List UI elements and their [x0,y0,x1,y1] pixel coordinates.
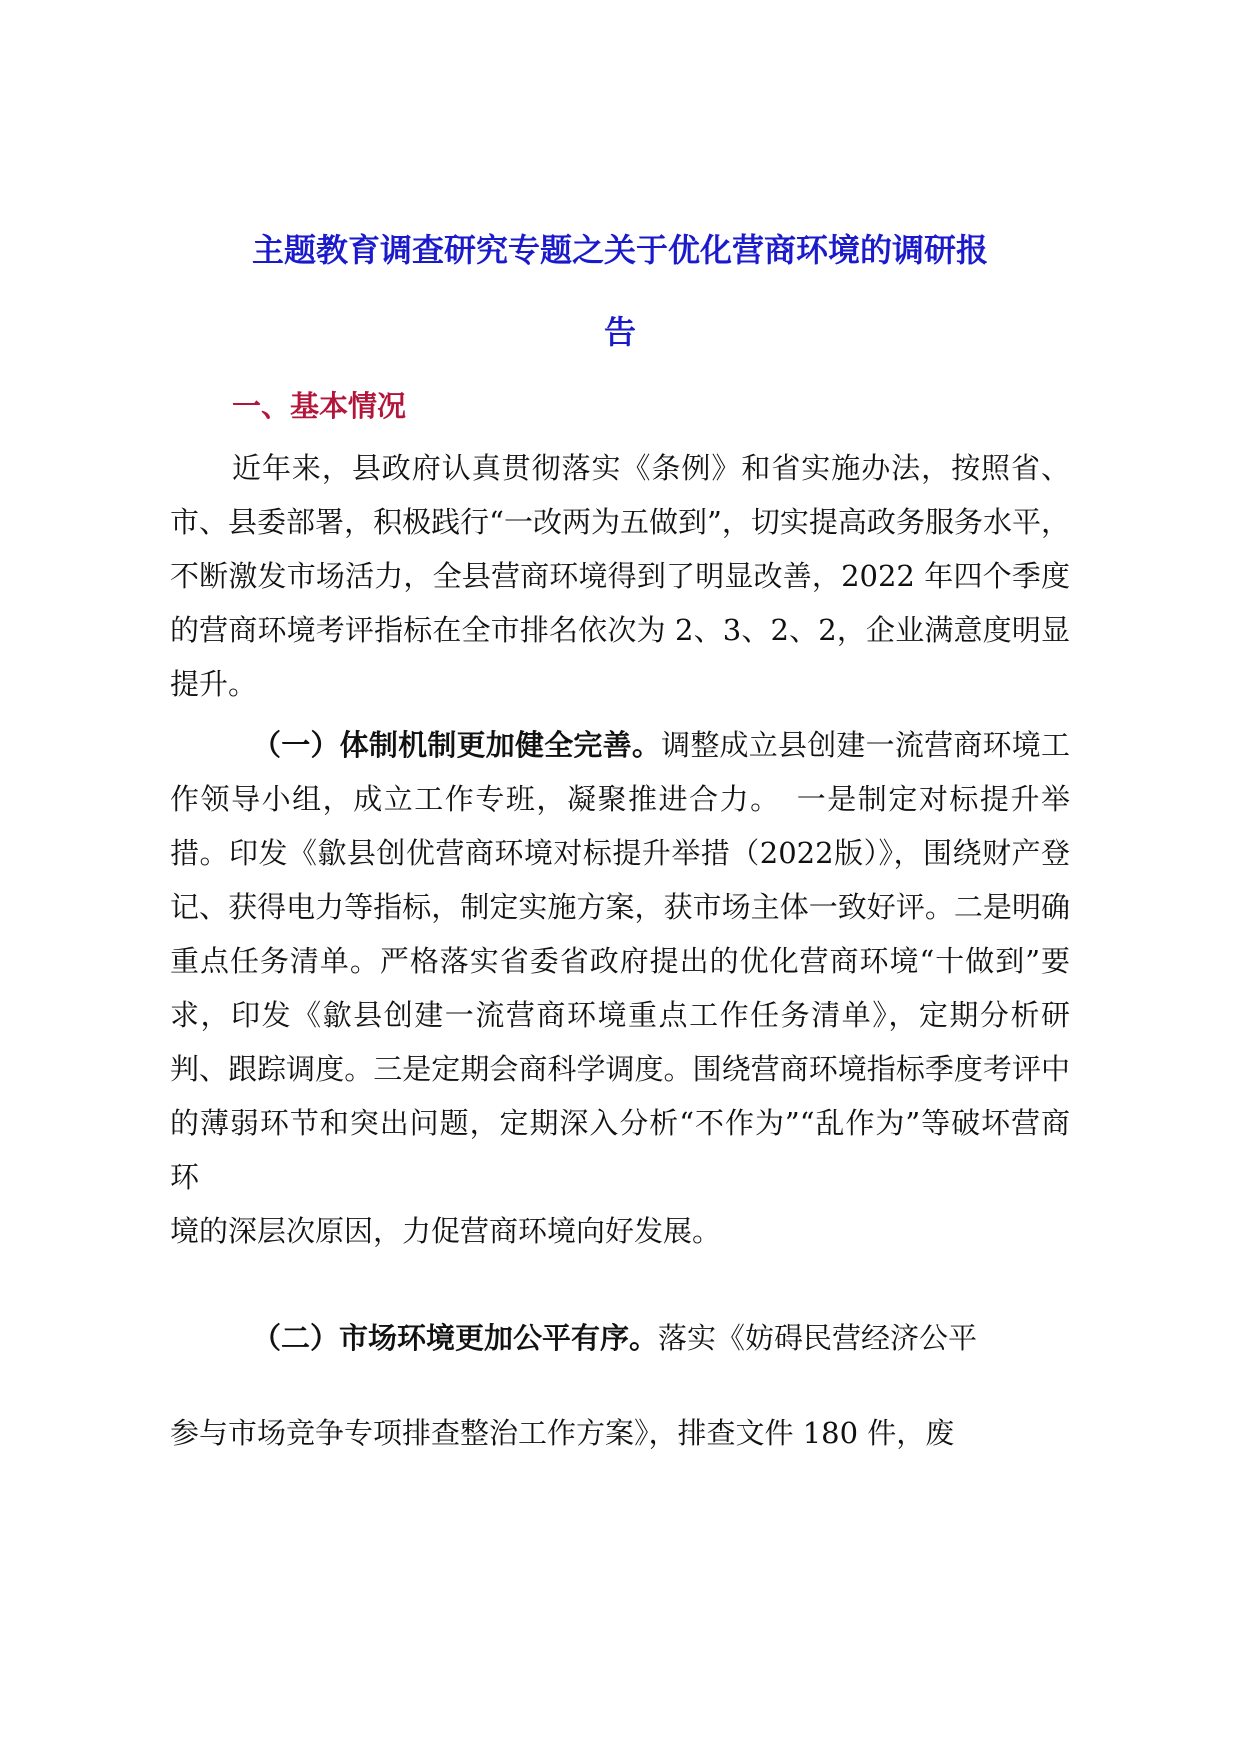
paragraph-market-environment [170,1311,1070,1365]
document-title-line-1: 主题教育调查研究专题之关于优化营商环境的调研报 [251,231,988,269]
paragraph-market-environment-continued: 参与市场竞争专项排查整治工作方案》，排查文件 180 件，废 [170,1416,955,1450]
section-heading-basic-situation: 一、基本情况 [232,389,407,423]
subheading-market-environment: （二）市场环境更加公平有序。 [252,1321,659,1355]
document-title-line-2: 告 [603,313,636,351]
paragraph-institutional-mechanism [170,718,1070,1258]
subheading-institutional-mechanism: （一）体制机制更加健全完善。 [252,728,662,762]
paragraph-overview: 近年来，县政府认真贯彻落实《条例》和省实施办法，按照省、市、县委部署，积极践行“一改两为五做到”，切实提高政务服务水平，不断激发市场活力，全县营商环境得到了明显改善，2022 年四个季度的营商环境考评指标在全市排名依次为 2、3、2、2，企业满意度明显提升。 [170,451,1070,701]
paragraph-market-environment-body: 落实《妨碍民营经济公平 [658,1321,978,1355]
paragraph-institutional-mechanism-body: 调整成立县创建一流营商环境工作领导小组，成立工作专班，凝聚推进合力。 一是制定对标提升举措。印发《歙县创优营商环境对标提升举措（2022版）》，围绕财产登记、获得电力等指标，制定实施方案，获市场主体一致好评。二是明确重点任务清单。严格落实省委省政府提出的优化营商环境“十做到”要求，印发《歙县创建一流营商环境重点工作任务清单》，定期分析研判、跟踪调度。三是定期会商科学调度。围绕营商环境指标季度考评中的薄弱环节和突出问题，定期深入分析“不作为”“乱作为”等破坏营商环 境的深层次原因，力促营商环境向好发展。 [170,728,1070,1248]
